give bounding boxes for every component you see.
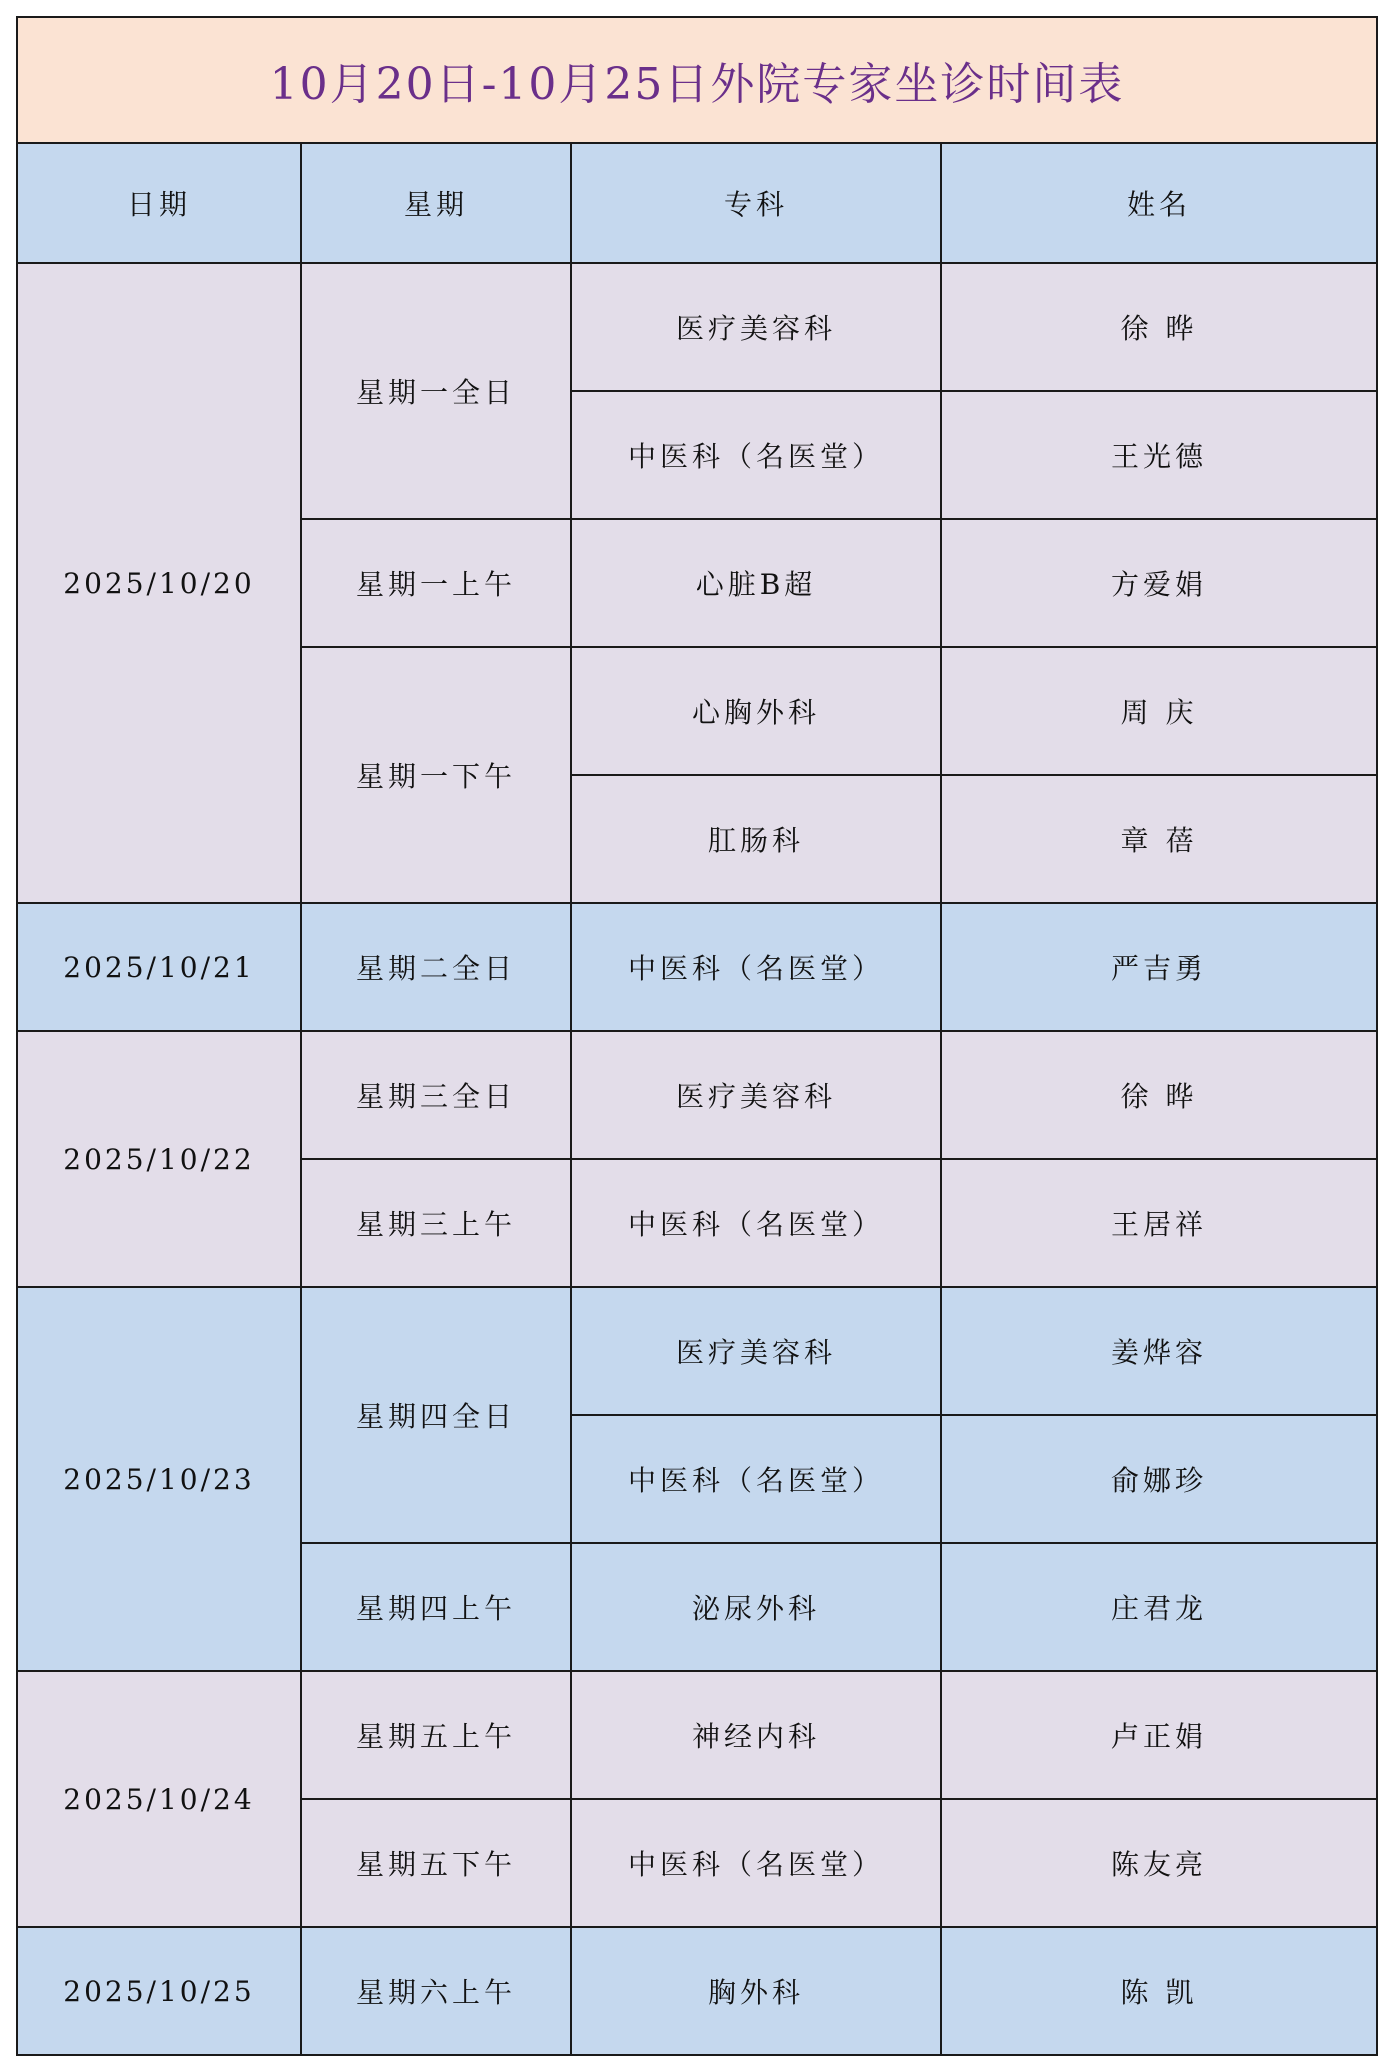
doctor-name-cell: 严吉勇 (941, 903, 1377, 1031)
doctor-name-cell: 徐 晔 (941, 1031, 1377, 1159)
department-cell: 肛肠科 (571, 775, 941, 903)
doctor-name-cell: 方爱娟 (941, 519, 1377, 647)
department-cell: 中医科（名医堂） (571, 903, 941, 1031)
doctor-name-cell: 陈 凯 (941, 1927, 1377, 2055)
weekday-cell: 星期五下午 (301, 1799, 571, 1927)
header-row (17, 143, 1377, 263)
doctor-name-cell: 卢正娟 (941, 1671, 1377, 1799)
header-weekday: 星期 (301, 143, 571, 263)
doctor-name-cell: 徐 晔 (941, 263, 1377, 391)
doctor-name-cell: 王光德 (941, 391, 1377, 519)
table-row (17, 263, 1377, 391)
department-cell: 胸外科 (571, 1927, 941, 2055)
date-cell: 2025/10/20 (17, 263, 301, 903)
department-cell: 医疗美容科 (571, 1287, 941, 1415)
department-cell: 医疗美容科 (571, 1031, 941, 1159)
doctor-name-cell: 陈友亮 (941, 1799, 1377, 1927)
doctor-name-cell: 姜烨容 (941, 1287, 1377, 1415)
doctor-name-cell: 王居祥 (941, 1159, 1377, 1287)
table-row (17, 903, 1377, 1031)
doctor-name-cell: 章 蓓 (941, 775, 1377, 903)
weekday-cell: 星期四上午 (301, 1543, 571, 1671)
header-department: 专科 (571, 143, 941, 263)
doctor-name-cell: 周 庆 (941, 647, 1377, 775)
department-cell: 中医科（名医堂） (571, 1159, 941, 1287)
header-date: 日期 (17, 143, 301, 263)
department-cell: 中医科（名医堂） (571, 1799, 941, 1927)
date-cell: 2025/10/22 (17, 1031, 301, 1287)
table-row (17, 1031, 1377, 1159)
department-cell: 神经内科 (571, 1671, 941, 1799)
department-cell: 心脏B超 (571, 519, 941, 647)
date-cell: 2025/10/25 (17, 1927, 301, 2055)
weekday-cell: 星期一全日 (301, 263, 571, 519)
department-cell: 中医科（名医堂） (571, 1415, 941, 1543)
weekday-cell: 星期六上午 (301, 1927, 571, 2055)
schedule-table (16, 16, 1378, 2056)
header-name: 姓名 (941, 143, 1377, 263)
weekday-cell: 星期一上午 (301, 519, 571, 647)
weekday-cell: 星期二全日 (301, 903, 571, 1031)
page-title: 10月20日-10月25日外院专家坐诊时间表 (17, 17, 1377, 143)
doctor-name-cell: 庄君龙 (941, 1543, 1377, 1671)
doctor-name-cell: 俞娜珍 (941, 1415, 1377, 1543)
department-cell: 泌尿外科 (571, 1543, 941, 1671)
weekday-cell: 星期五上午 (301, 1671, 571, 1799)
weekday-cell: 星期三全日 (301, 1031, 571, 1159)
date-cell: 2025/10/24 (17, 1671, 301, 1927)
table-row (17, 1927, 1377, 2055)
department-cell: 心胸外科 (571, 647, 941, 775)
department-cell: 医疗美容科 (571, 263, 941, 391)
date-cell: 2025/10/21 (17, 903, 301, 1031)
department-cell: 中医科（名医堂） (571, 391, 941, 519)
table-row (17, 1287, 1377, 1415)
weekday-cell: 星期四全日 (301, 1287, 571, 1543)
table-row (17, 1671, 1377, 1799)
weekday-cell: 星期三上午 (301, 1159, 571, 1287)
title-row (17, 17, 1377, 143)
date-cell: 2025/10/23 (17, 1287, 301, 1671)
weekday-cell: 星期一下午 (301, 647, 571, 903)
